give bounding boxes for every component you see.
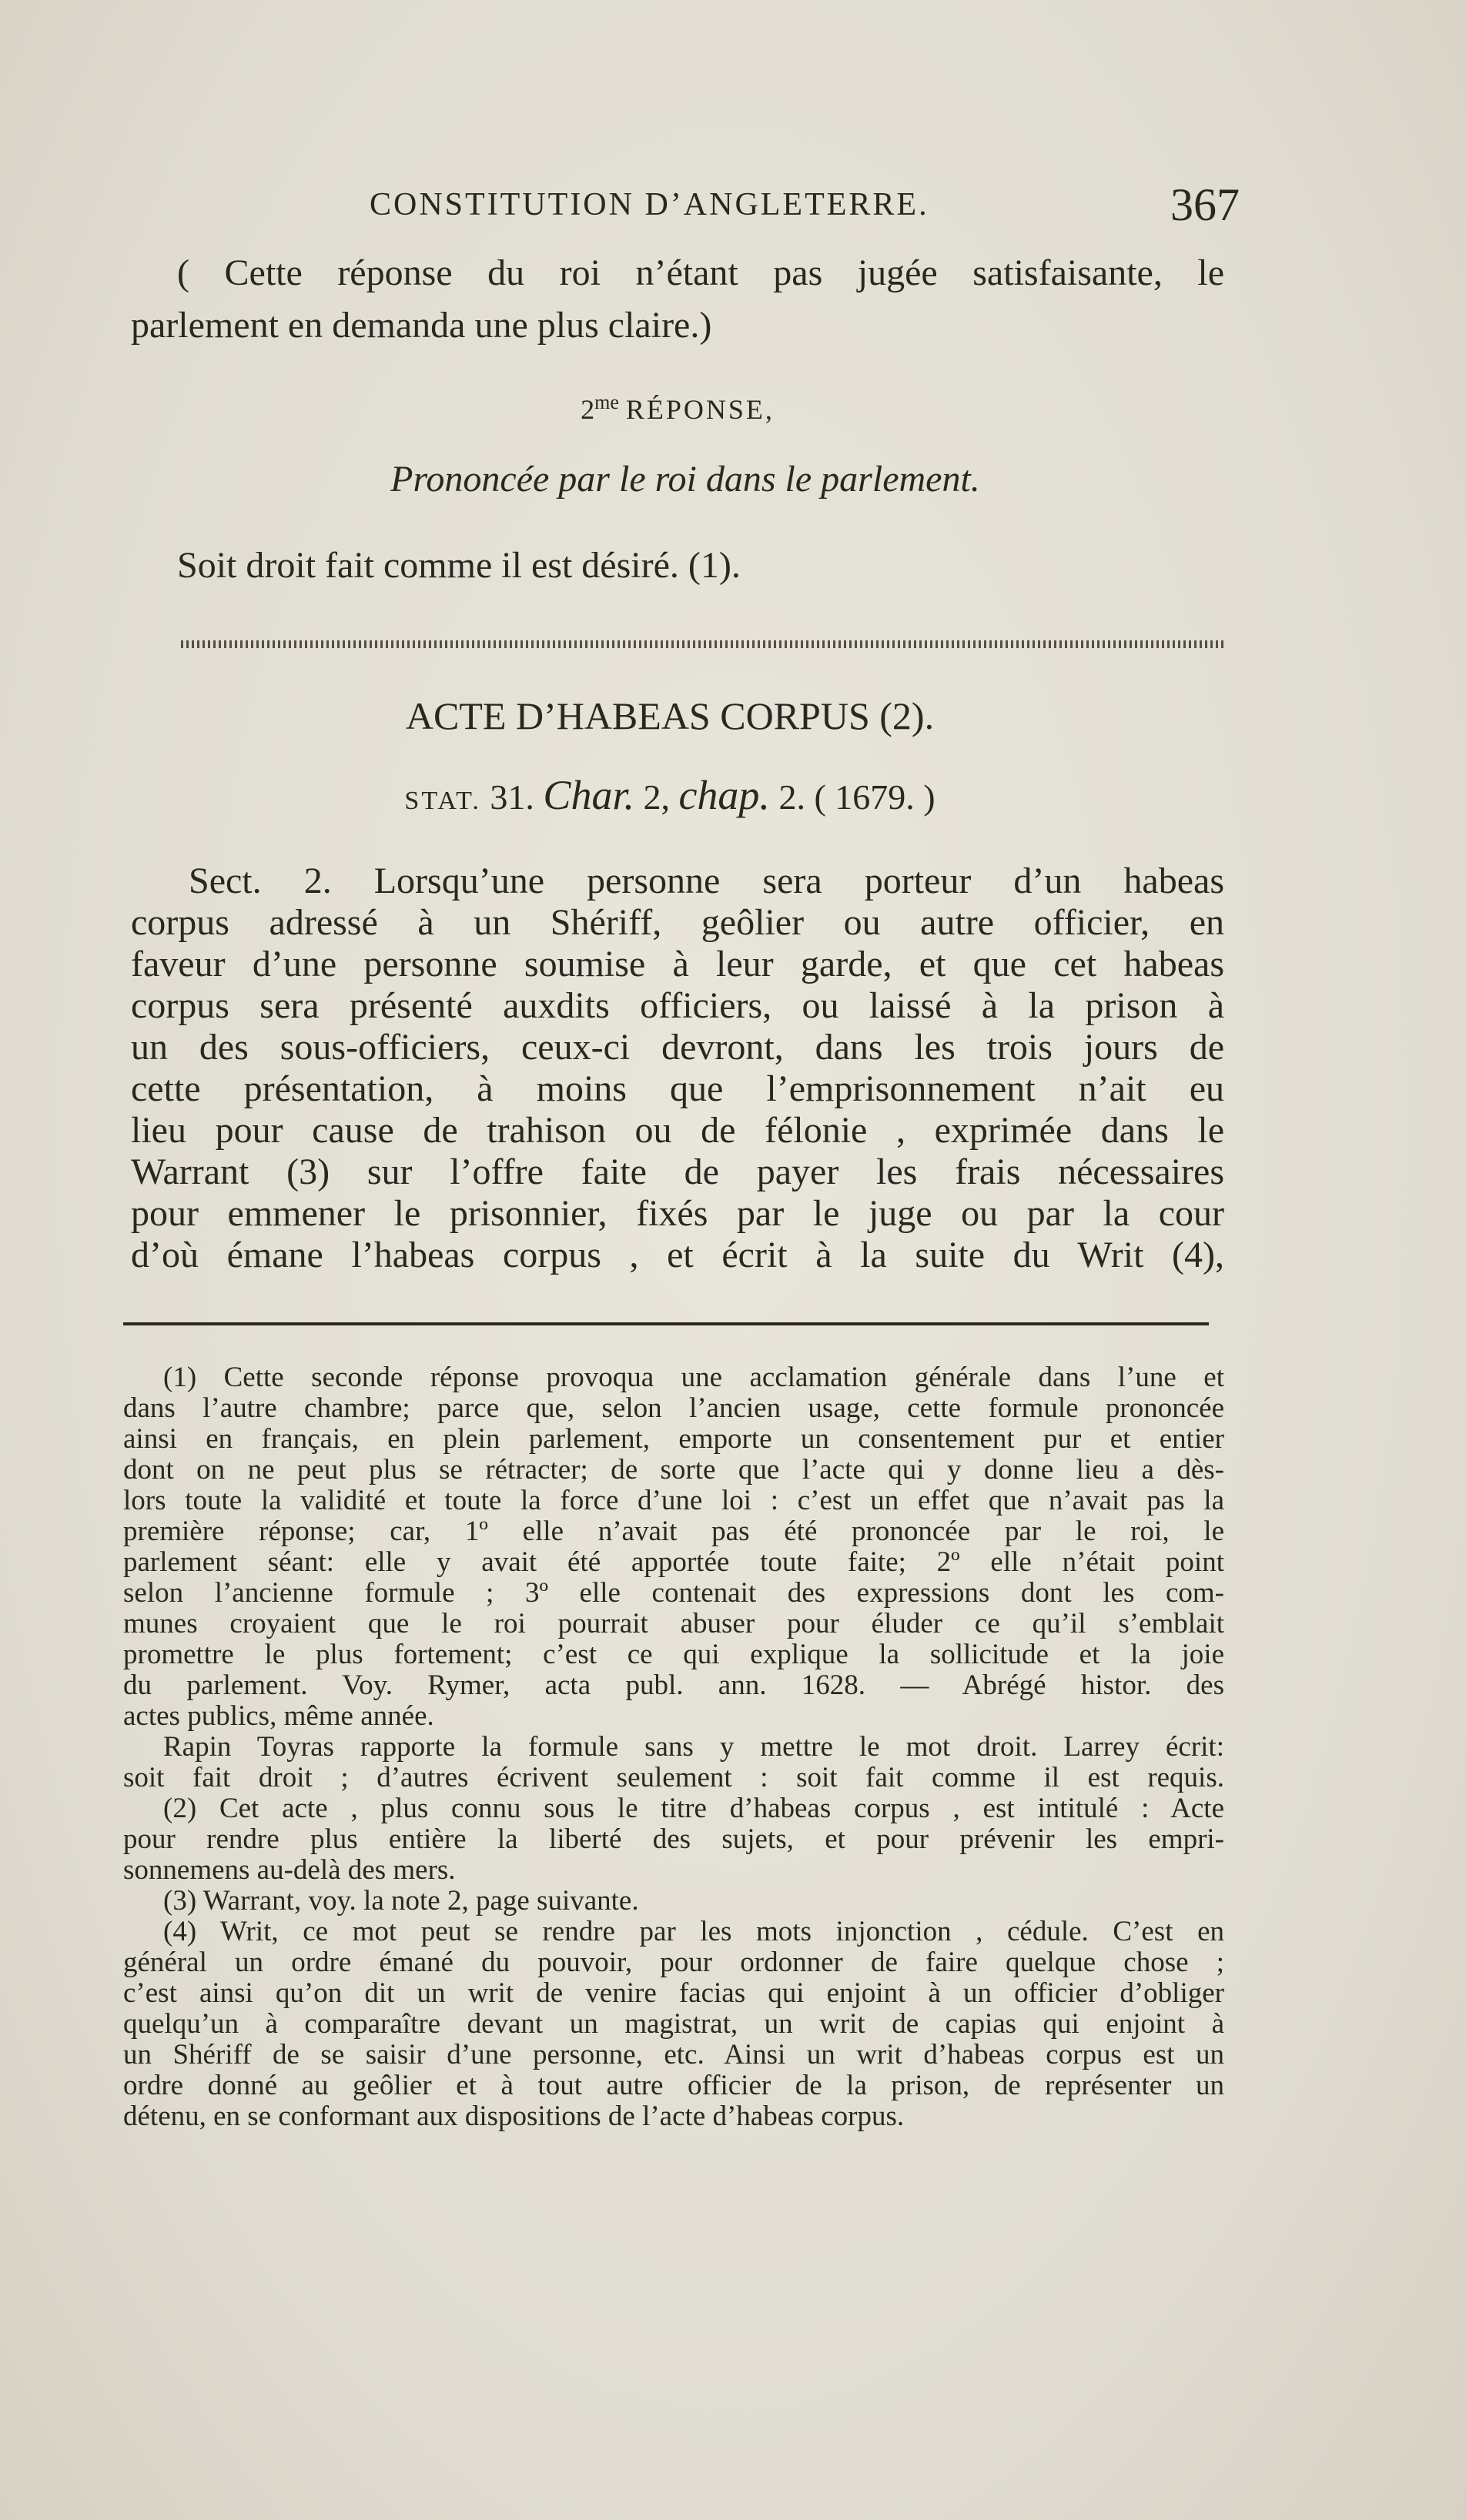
footnote-line: (2) Cet acte , plus connu sous le titre d’habeas corpus , est intitulé : Acte (163, 1793, 1224, 1824)
running-title: CONSTITUTION D’ANGLETERRE. (370, 187, 929, 222)
footnote-line: munes croyaient que le roi pourrait abuser pour éluder ce qu’il s’emblait (123, 1608, 1224, 1639)
section-line: lieu pour cause de trahison ou de félonie , exprimée dans le (131, 1110, 1224, 1151)
footnote-line: c’est ainsi qu’on dit un writ de venire facias qui enjoint à un officier d’obliger (123, 1977, 1224, 2009)
section-paragraph (131, 861, 1224, 1276)
section-line: corpus sera présenté auxdits officiers, ou laissé à la prison à (131, 985, 1224, 1026)
ornamental-rule (181, 640, 1224, 648)
act-title: ACTE D’HABEAS CORPUS (2). (405, 694, 935, 737)
response-subtitle: Prononcée par le roi dans le parlement. (390, 459, 980, 500)
footnote-line: ainsi en français, en plein parlement, emporte un consentement pur et entier (123, 1423, 1224, 1455)
footnote-line: promettre le plus fortement; c’est ce qui explique la sollicitude et la joie (123, 1639, 1224, 1670)
response-label: RÉPONSE, (625, 394, 775, 425)
response-text: Soit droit fait comme il est désiré. (1). (177, 545, 741, 586)
footnote-line: actes publics, même année. (123, 1700, 434, 1732)
section-line: faveur d’une personne soumise à leur garde, et que cet habeas (131, 944, 1224, 984)
footnote-line: Rapin Toyras rapporte la formule sans y mettre le mot droit. Larrey écrit: (163, 1731, 1224, 1763)
response-number: 2 (581, 394, 595, 425)
footnote-line: général un ordre émané du pouvoir, pour ordonner de faire quelque chose ; (123, 1947, 1224, 1978)
stat-num3: 2. (778, 777, 805, 817)
section-line: corpus adressé à un Shériff, geôlier ou autre officier, en (131, 902, 1224, 943)
footnote-rule (123, 1322, 1209, 1325)
stat-num2: 2, (643, 777, 670, 817)
footnote-line: pour rendre plus entière la liberté des sujets, et pour prévenir les empri- (123, 1823, 1224, 1855)
stat-chap: chap. (678, 772, 770, 818)
section-line: un des sous-officiers, ceux-ci devront, dans les trois jours de (131, 1027, 1224, 1068)
section-line: d’où émane l’habeas corpus , et écrit à la suite du Writ (4), (131, 1235, 1224, 1275)
footnote-line: un Shériff de se saisir d’une personne, etc. Ainsi un writ d’habeas corpus est un (123, 2039, 1224, 2070)
footnote-line: première réponse; car, 1º elle n’avait pas été prononcée par le roi, le (123, 1516, 1224, 1547)
footnote-line: détenu, en se conformant aux dispositions de l’acte d’habeas corpus. (123, 2101, 905, 2132)
footnote-line: dont on ne peut plus se rétracter; de sorte que l’acte qui y donne lieu a dès- (123, 1454, 1224, 1486)
footnote-line: (1) Cette seconde réponse provoqua une acclamation générale dans l’une et (163, 1362, 1224, 1393)
page-number: 367 (1170, 179, 1240, 230)
footnote-line: ordre donné au geôlier et à tout autre officier de la prison, de représenter un (123, 2070, 1224, 2101)
stat-prefix: STAT. (404, 787, 481, 815)
section-line: pour emmener le prisonnier, fixés par le juge ou par la cour (131, 1193, 1224, 1234)
section-line: Warrant (3) sur l’offre faite de payer les frais nécessaires (131, 1151, 1224, 1192)
statute-reference (285, 771, 1055, 819)
footnote-line: du parlement. Voy. Rymer, acta publ. ann. 1628. — Abrégé histor. des (123, 1669, 1224, 1701)
footnote-line: parlement séant: elle y avait été apportée toute faite; 2º elle n’était point (123, 1546, 1224, 1578)
footnote-line: quelqu’un à comparaître devant un magistrat, un writ de capias qui enjoint à (123, 2008, 1224, 2040)
section-line: Sect. 2. Lorsqu’une personne sera porteur d’un habeas (189, 861, 1224, 901)
stat-year: ( 1679. ) (814, 777, 935, 817)
page-header (370, 179, 1240, 232)
stat-number: 31. (490, 777, 534, 817)
response-heading (131, 391, 1224, 426)
intro-paragraph (131, 252, 1224, 346)
intro-line: parlement en demanda une plus claire.) (131, 305, 712, 346)
section-line: cette présentation, à moins que l’emprisonnement n’ait eu (131, 1068, 1224, 1109)
footnote-line: (3) Warrant, voy. la note 2, page suivante. (163, 1885, 639, 1917)
response-number-sup: me (594, 391, 619, 413)
footnote-line: selon l’ancienne formule ; 3º elle contenait des expressions dont les com- (123, 1577, 1224, 1609)
footnote-line: soit fait droit ; d’autres écrivent seulement : soit fait comme il est requis. (123, 1762, 1224, 1793)
footnote-line: (4) Writ, ce mot peut se rendre par les mots injonction , cédule. C’est en (163, 1916, 1224, 1947)
stat-char: Char. (543, 772, 634, 818)
footnotes (123, 1362, 1224, 2132)
intro-line: ( Cette réponse du roi n’étant pas jugée satisfaisante, le (177, 252, 1224, 293)
footnote-line: dans l’autre chambre; parce que, selon l’ancien usage, cette formule prononcée (123, 1392, 1224, 1424)
footnote-line: sonnemens au-delà des mers. (123, 1854, 456, 1886)
footnote-line: lors toute la validité et toute la force d’une loi : c’est un effet que n’avait pas la (123, 1485, 1224, 1516)
